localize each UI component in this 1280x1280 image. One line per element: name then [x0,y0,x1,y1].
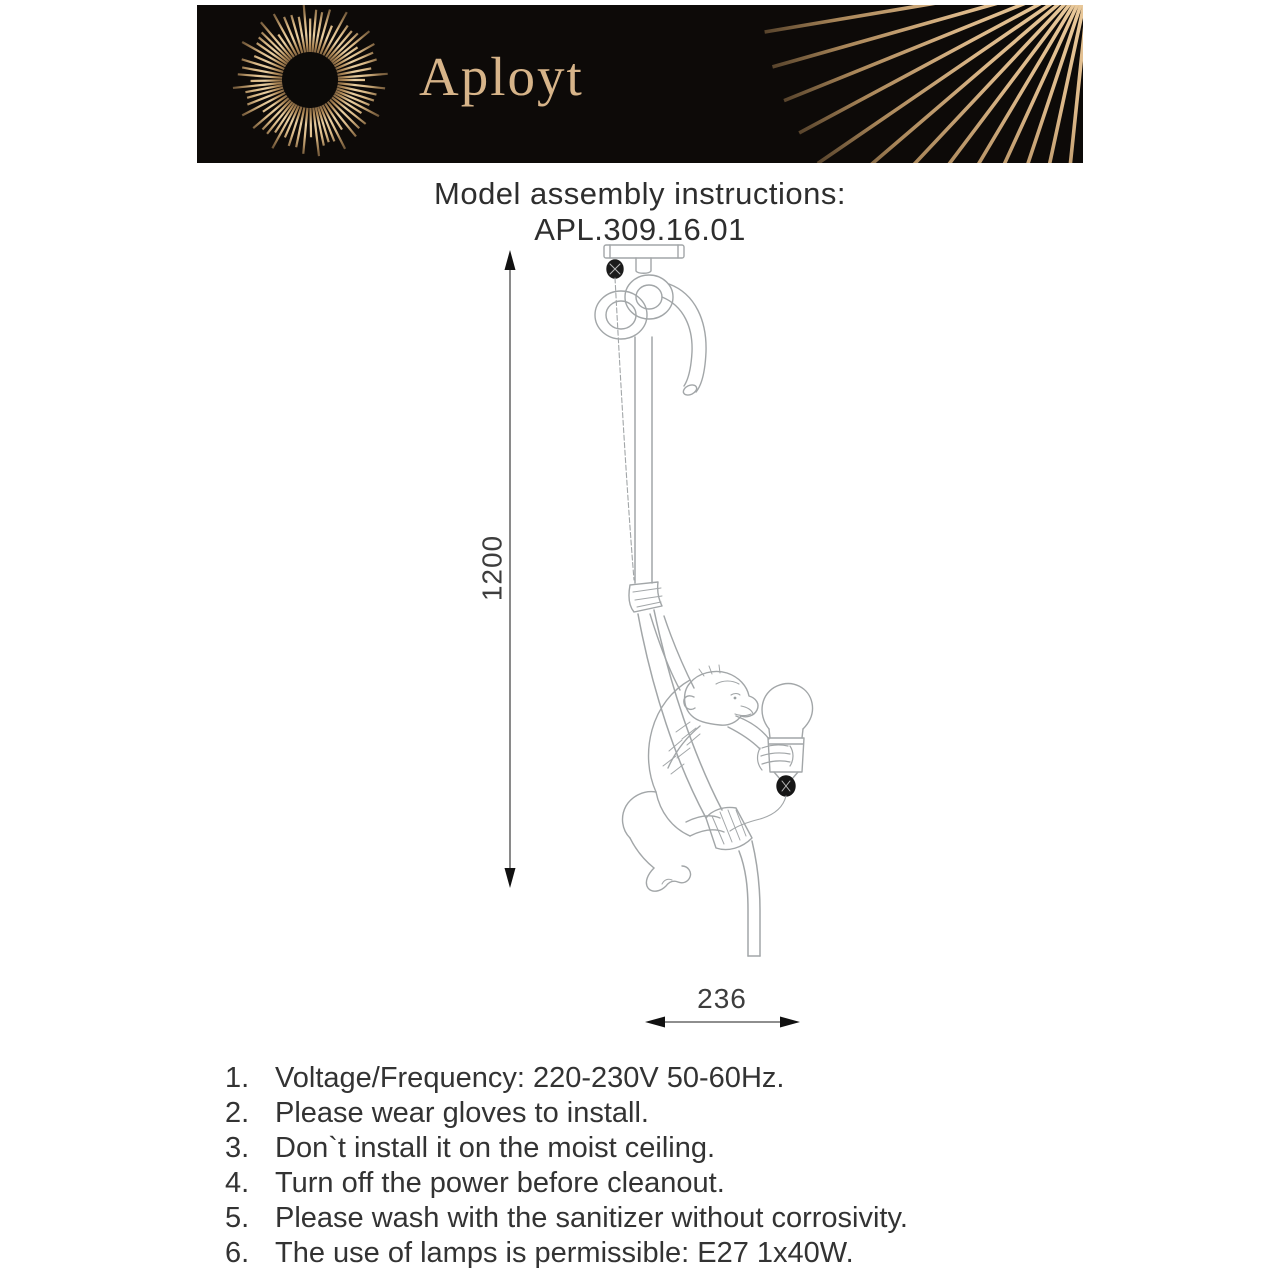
light-bulb [730,684,813,831]
banner-art [197,5,1083,163]
bulb-cord [730,796,786,831]
list-item [225,1131,1280,1166]
list-item-number: 5. [225,1202,250,1234]
list-item-text: Voltage/Frequency: 220-230V 50-60Hz. [275,1062,785,1094]
width-label: 236 [697,983,747,1014]
list-item-number: 3. [225,1132,250,1164]
list-item [225,1061,1280,1096]
width-dimension [645,983,800,1028]
list-item-number: 6. [225,1237,250,1269]
instruction-list [0,1061,1280,1271]
list-item-number: 1. [225,1062,250,1094]
brand-name: Aployt [419,46,584,107]
list-item [225,1236,1280,1271]
power-cable [615,278,634,580]
list-item-text: Turn off the power before cleanout. [275,1167,725,1199]
list-item-number: 2. [225,1097,250,1129]
list-item-text: Please wash with the sanitizer without corrosivity. [275,1202,908,1234]
corner-rays-icon [765,5,1083,163]
list-item [225,1096,1280,1131]
list-item [225,1166,1280,1201]
height-label: 1200 [476,534,508,602]
list-item-number: 4. [225,1167,250,1199]
list-item-text: Please wear gloves to install. [275,1097,649,1129]
model-number: APL.309.16.01 [534,212,746,247]
ceiling-plate [604,245,684,273]
page-title: Model assembly instructions: [434,176,846,211]
bulb-contact [777,776,795,796]
suspension-rope [635,337,760,956]
sunburst-center [283,53,337,107]
list-item [225,1201,1280,1236]
list-item-text: Don`t install it on the moist ceiling. [275,1132,716,1164]
height-dimension [477,250,516,888]
brand-banner [197,5,1083,163]
list-item-text: The use of lamps is permissible: E27 1x40W. [275,1237,854,1269]
rope-knot [595,275,706,397]
monkey-figure [623,582,793,891]
cable-clamp-icon [607,260,623,278]
